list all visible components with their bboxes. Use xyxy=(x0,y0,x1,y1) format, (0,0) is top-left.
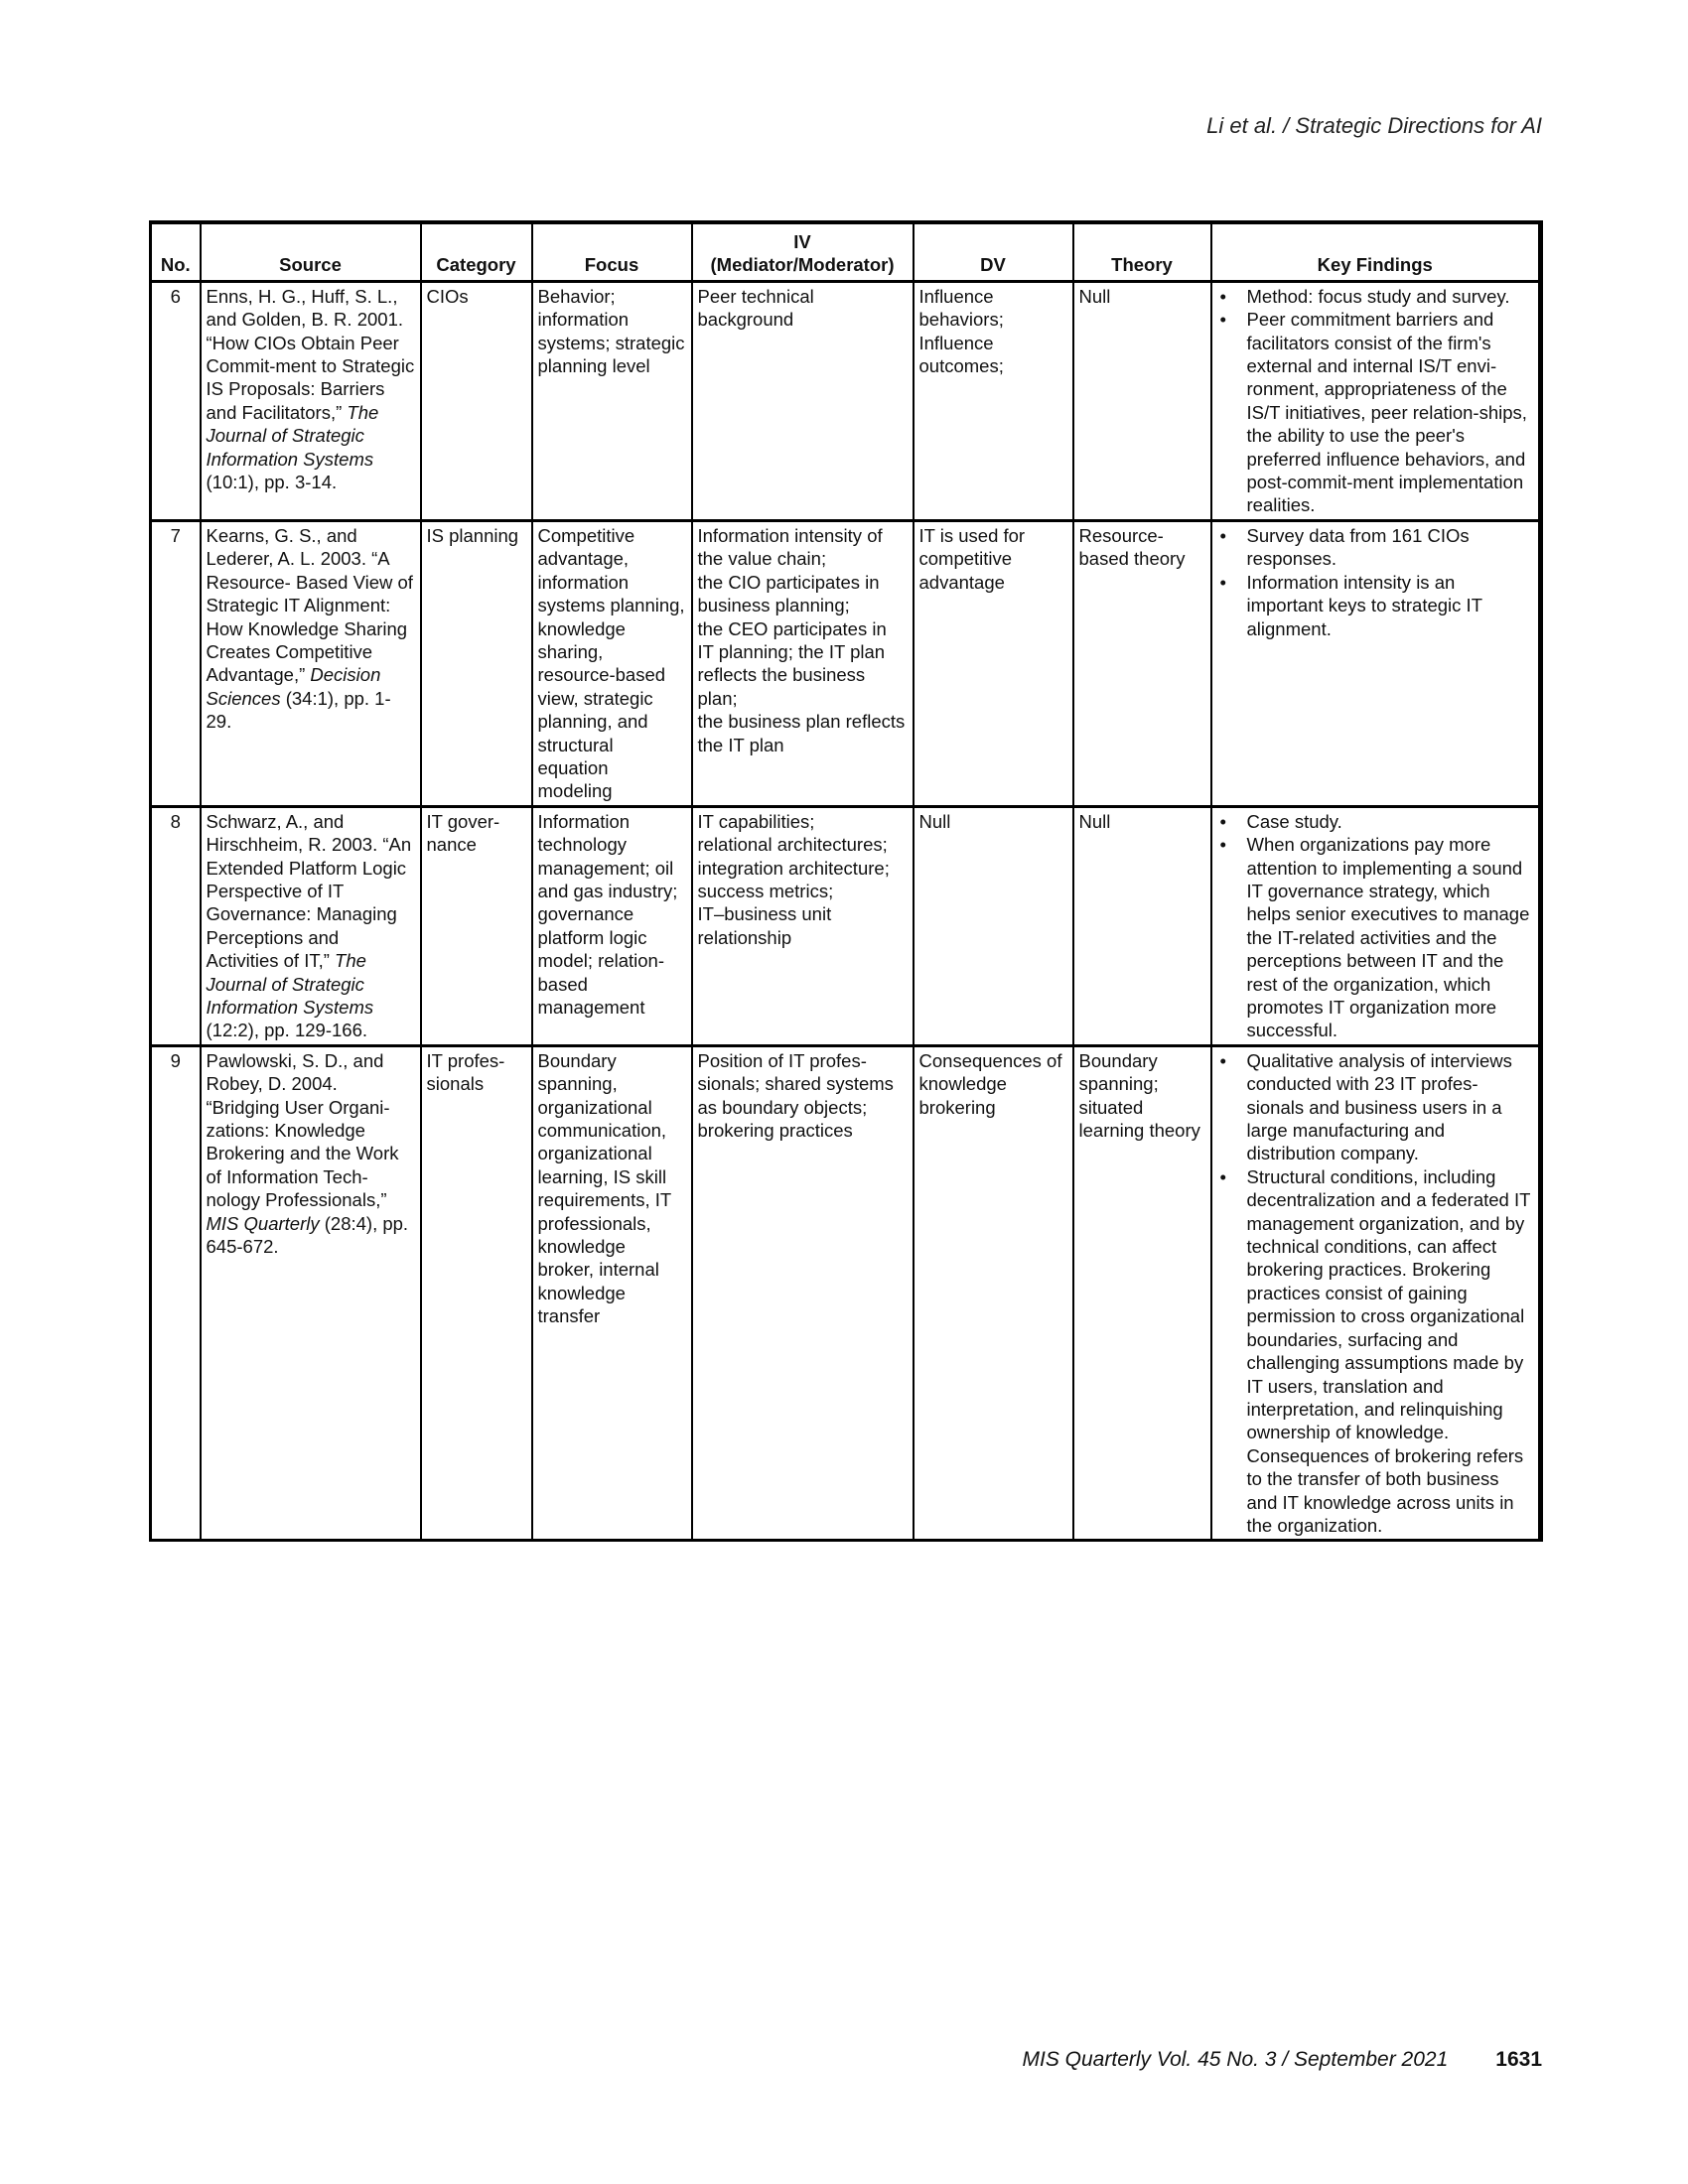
literature-review-table xyxy=(149,220,1543,1542)
source-text: Pawlowski, S. D., and Robey, D. 2004. “Bridging User Organi-zations: Knowledge Brokering and the Work of Information Tech-nology Professionals,” xyxy=(206,1049,399,1211)
iv-item: Information intensity of the value chain; xyxy=(697,524,883,570)
cell-category: IT profes-sionals xyxy=(421,1045,532,1541)
cell-theory: Boundary spanning; situated learning theory xyxy=(1073,1045,1211,1541)
header-source: Source xyxy=(201,222,421,281)
finding-item: • Information intensity is an important keys to strategic IT alignment. xyxy=(1247,571,1534,640)
finding-item: • Peer commitment barriers and facilitators consist of the firm's external and internal IS/T envi-ronment, appropriateness of the IS/T initiatives, peer relation-ships, the ability to use the peer's preferred influence behaviors, and post-commit-ment implementation realities. xyxy=(1247,308,1534,517)
source-journal: The Journal of Strategic Information Systems xyxy=(206,950,374,1018)
header-focus: Focus xyxy=(532,222,692,281)
source-journal: The Journal of Strategic Information Systems xyxy=(206,401,379,470)
source-volume-pages: (12:2), pp. 129-166. xyxy=(206,1020,367,1041)
iv-item: Position of IT profes-sionals; shared systems as boundary objects; brokering practices xyxy=(697,1049,894,1142)
table-row xyxy=(151,1045,1541,1541)
findings-list xyxy=(1217,1049,1534,1538)
cell-focus: Boundary spanning, organizational communication, organizational learning, IS skill requirements, IT professionals, knowledge broker, internal knowledge transfer xyxy=(532,1045,692,1541)
cell-category: CIOs xyxy=(421,281,532,520)
dv-item: Influence behaviors; Influence outcomes; xyxy=(918,285,1004,377)
source-volume-pages: (34:1), pp. 1-29. xyxy=(206,687,391,733)
dv-item: IT is used for competitive advantage xyxy=(918,524,1026,593)
cell-key-findings xyxy=(1211,1045,1541,1541)
table-row xyxy=(151,520,1541,806)
source-volume-pages: (10:1), pp. 3-14. xyxy=(206,472,338,493)
finding-item: • Structural conditions, including decentralization and a federated IT management organization, and by technical conditions, can affect brokering practices. Brokering practices consist of gaining permission to cross organizational boundaries, surfacing and challenging assumptions made by IT users, translation and interpretation, and relinquishing ownership of knowledge. Consequences of brokering refers to the transfer of both business and IT knowledge across units in the organization. xyxy=(1247,1165,1534,1538)
table-row xyxy=(151,806,1541,1045)
cell-iv xyxy=(692,1045,914,1541)
page-footer xyxy=(1023,2048,1543,2072)
iv-item: the business plan reflects the IT plan xyxy=(697,711,906,755)
table-row xyxy=(151,281,1541,520)
source-text: Enns, H. G., Huff, S. L., and Golden, B. R. 2001. “How CIOs Obtain Peer Commit-ment to Strategic IS Proposals: Barriers and Facilitators,” xyxy=(206,285,415,423)
source-text: Schwarz, A., and Hirschheim, R. 2003. “An Extended Platform Logic Perspective of IT Governance: Managing Perceptions and Activities of IT,” xyxy=(206,810,412,972)
iv-item: integration architecture; xyxy=(697,857,890,879)
cell-dv xyxy=(914,806,1073,1045)
iv-item: relational architectures; xyxy=(697,834,888,856)
cell-theory: Null xyxy=(1073,806,1211,1045)
finding-item: • Method: focus study and survey. xyxy=(1247,285,1534,308)
iv-item: Peer technical background xyxy=(697,285,814,331)
source-journal: Decision Sciences xyxy=(206,664,381,709)
cell-source xyxy=(201,806,421,1045)
cell-focus: Competitive advantage, information systems planning, knowledge sharing, resource-based view, strategic planning, and structural equation modeling xyxy=(532,520,692,806)
cell-dv xyxy=(914,281,1073,520)
dv-item: Consequences of knowledge brokering xyxy=(918,1049,1062,1118)
header-key-findings: Key Findings xyxy=(1211,222,1541,281)
cell-key-findings xyxy=(1211,281,1541,520)
cell-category: IS planning xyxy=(421,520,532,806)
cell-category: IT gover-nance xyxy=(421,806,532,1045)
cell-focus: Information technology management; oil and gas industry; governance platform logic model; relation-based management xyxy=(532,806,692,1045)
table-header-row xyxy=(151,222,1541,281)
cell-key-findings xyxy=(1211,520,1541,806)
source-journal: MIS Quarterly xyxy=(206,1212,320,1234)
cell-iv xyxy=(692,806,914,1045)
header-dv: DV xyxy=(914,222,1073,281)
source-text: Kearns, G. S., and Lederer, A. L. 2003. “A Resource- Based View of Strategic IT Alignment: How Knowledge Sharing Creates Competitive Advantage,” xyxy=(206,524,413,686)
iv-item: the CEO participates in IT planning; the IT plan reflects the business plan; xyxy=(697,617,887,709)
cell-theory: Resource-based theory xyxy=(1073,520,1211,806)
cell-source xyxy=(201,281,421,520)
iv-item: the CIO participates in business planning; xyxy=(697,571,880,616)
cell-source xyxy=(201,520,421,806)
header-iv-line1: IV xyxy=(793,231,811,252)
running-head: Li et al. / Strategic Directions for AI xyxy=(1206,113,1542,138)
iv-item: success metrics; xyxy=(697,880,834,901)
page-number: 1631 xyxy=(1495,2048,1542,2071)
iv-item: IT capabilities; xyxy=(697,810,815,832)
cell-iv xyxy=(692,281,914,520)
header-iv-line2: (Mediator/Moderator) xyxy=(710,254,895,276)
literature-review-table-container xyxy=(149,220,1539,1542)
dv-item: Null xyxy=(918,810,951,832)
finding-item: • Qualitative analysis of interviews conducted with 23 IT profes-sionals and business users in a large manufacturing and distribution company. xyxy=(1247,1049,1534,1165)
header-no: No. xyxy=(151,222,201,281)
header-category: Category xyxy=(421,222,532,281)
findings-list xyxy=(1217,810,1534,1042)
cell-theory: Null xyxy=(1073,281,1211,520)
findings-list xyxy=(1217,285,1534,517)
cell-iv xyxy=(692,520,914,806)
cell-no: 6 xyxy=(151,281,201,520)
footer-journal: MIS Quarterly Vol. 45 No. 3 / September 2021 xyxy=(1022,2048,1449,2071)
header-theory: Theory xyxy=(1073,222,1211,281)
cell-source xyxy=(201,1045,421,1541)
finding-item: • Case study. xyxy=(1247,810,1534,833)
cell-no: 7 xyxy=(151,520,201,806)
finding-item: • Survey data from 161 CIOs responses. xyxy=(1247,524,1534,571)
cell-key-findings xyxy=(1211,806,1541,1045)
cell-focus: Behavior; information systems; strategic planning level xyxy=(532,281,692,520)
finding-item: • When organizations pay more attention to implementing a sound IT governance strategy, which helps senior executives to manage the IT-related activities and the perceptions between IT and the rest of the organization, which promotes IT organization more successful. xyxy=(1247,833,1534,1042)
header-iv xyxy=(692,222,914,281)
findings-list xyxy=(1217,524,1534,640)
cell-no: 9 xyxy=(151,1045,201,1541)
cell-dv xyxy=(914,520,1073,806)
iv-item: IT–business unit relationship xyxy=(697,903,832,948)
cell-dv xyxy=(914,1045,1073,1541)
cell-no: 8 xyxy=(151,806,201,1045)
source-volume-pages: (28:4), pp. 645-672. xyxy=(206,1212,409,1258)
